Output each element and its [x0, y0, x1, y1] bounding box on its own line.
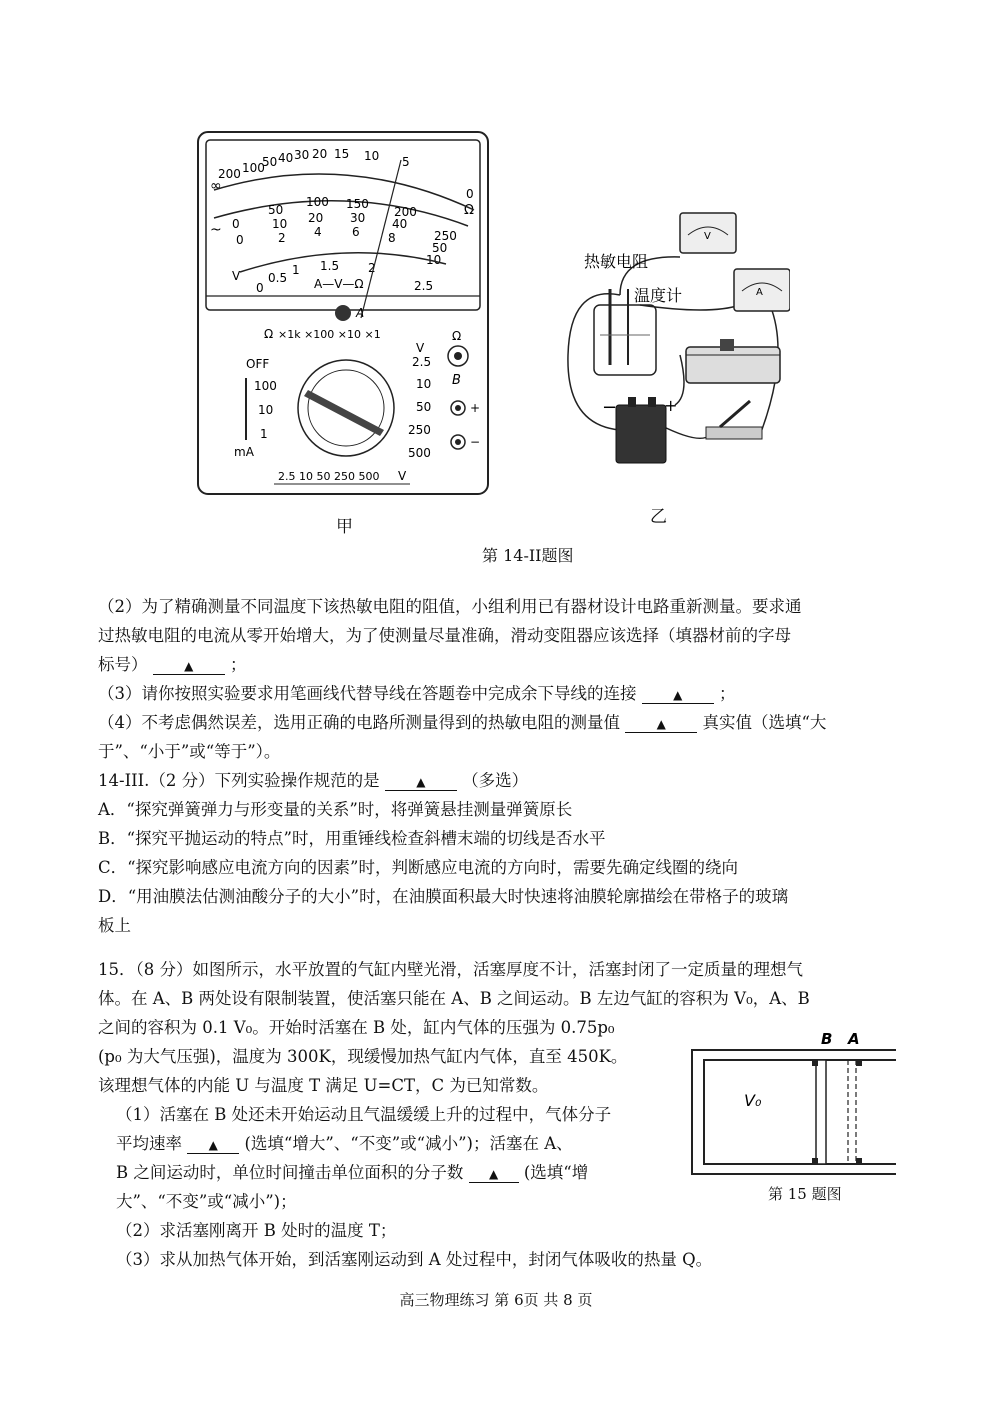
switch: [706, 401, 762, 439]
scale-tick: 2.5: [414, 279, 434, 293]
p4-line1: [98, 708, 898, 737]
v-unit-right: V: [416, 341, 425, 355]
scale-tick: 250: [434, 229, 457, 243]
v-ranges-bottom: 2.5 10 50 250 500: [278, 470, 380, 483]
v-range: 50: [416, 400, 432, 414]
zero-adjust-knob[interactable]: [335, 305, 351, 321]
p2-line3-post: ；: [230, 655, 247, 674]
answer-blank: ▲: [625, 716, 697, 733]
voltmeter-label: V: [704, 231, 711, 242]
figure-label-yi: 乙: [650, 507, 667, 527]
p4-line2: 于”、“小于”或“等于”）。: [98, 742, 281, 761]
range-selector-dial[interactable]: [298, 360, 394, 456]
scale-tick: 40: [392, 217, 408, 231]
option-b: B．“探究平抛运动的特点”时，用重锤线检查斜槽末端的切线是否水平: [98, 829, 606, 848]
rheostat: [686, 339, 780, 383]
scale-tick: 30: [350, 211, 366, 225]
ohm-symbol-b: Ω: [452, 329, 462, 343]
minus-sign: −: [470, 435, 481, 449]
v-range: 500: [408, 446, 431, 460]
ohm-range-label: ×1k ×100 ×10 ×1: [278, 328, 381, 341]
q15-line5: 该理想气体的内能 U 与温度 T 满足 U=CT，C 为已知常数。: [98, 1076, 549, 1095]
option-c: C．“探究影响感应电流方向的因素”时，判断感应电流的方向时，需要先确定线圈的绕向: [98, 858, 738, 877]
ohm-tick: 200: [218, 167, 241, 181]
p4-pre: （4）不考虑偶然误差，选用正确的电路所测量得到的热敏电阻的测量值: [98, 713, 620, 732]
q14-3-stem-post: （多选）: [462, 771, 529, 790]
scale-tick: 50: [268, 203, 284, 217]
ohm-symbol: Ω: [464, 203, 474, 218]
answer-blank: ▲: [642, 687, 714, 704]
option-a: A．“探究弹簧弹力与形变量的关系”时，将弹簧悬挂测量弹簧原长: [98, 800, 573, 819]
thermistor-label: 热敏电阻: [584, 252, 649, 271]
scale-tick: 0: [256, 281, 264, 295]
v-label: V: [232, 269, 241, 283]
label-v0: V₀: [744, 1091, 762, 1110]
scale-tick: 150: [346, 197, 369, 211]
scale-tick: 10: [272, 217, 288, 231]
answer-blank: ▲: [153, 658, 225, 675]
selector-pointer: [304, 390, 384, 436]
figure-label-jia: 甲: [336, 517, 353, 537]
scale-tick: 2: [278, 231, 286, 245]
q14-2-block: [98, 592, 898, 940]
q15-sub1-l2-pre: 平均速率: [116, 1134, 182, 1153]
ohm-tick: 20: [312, 147, 328, 161]
figure-15-caption: 第 15 题图: [768, 1185, 842, 1203]
cylinder-figure: [690, 1028, 898, 1176]
p2-line2: 过热敏电阻的电流从零开始增大，为了使测量尽量准确，滑动变阻器应该选择（填器材前的字母: [98, 626, 791, 645]
scale-tick: 10: [426, 253, 442, 267]
q15-sub3: （3）求从加热气体开始，到活塞刚运动到 A 处过程中，封闭气体吸收的热量 Q。: [116, 1250, 713, 1269]
scale-tick: 200: [394, 205, 417, 219]
q15-sub1-l2-post: (选填“增大”、“不变”或“减小”)；活塞在 A、: [244, 1134, 573, 1153]
scale-tick: 2: [368, 261, 376, 275]
ohm-tick: 50: [262, 155, 278, 169]
v-unit-bottom: V: [398, 469, 407, 483]
q15-sub1-l3-pre: B 之间运动时，单位时间撞击单位面积的分子数: [116, 1163, 464, 1182]
p2-line3-pre: 标号）: [98, 655, 148, 674]
ma-range: 10: [258, 403, 274, 417]
q15-line2: 体。在 A、B 两处设有限制装置，使活塞只能在 A、B 之间运动。B 左边气缸的容积为 V₀，A、B: [98, 989, 810, 1008]
scale-tick: 4: [314, 225, 322, 239]
scale-tick: 100: [306, 195, 329, 209]
circuit-figure: [560, 205, 790, 470]
thermometer-label: 温度计: [634, 286, 683, 305]
scale-tick: 0.5: [268, 271, 288, 285]
q15-sub1-l3-post: (选填“增: [523, 1163, 589, 1182]
voltmeter: [680, 213, 736, 253]
ohm-scale: [210, 147, 474, 218]
q15-line3: 之间的容积为 0.1 V₀。开始时活塞在 B 处，缸内气体的压强为 0.75p₀: [98, 1018, 615, 1037]
scale-tick: 50: [432, 241, 448, 255]
ma-unit: mA: [234, 445, 254, 459]
v-range: 10: [416, 377, 432, 391]
ohm-tick: 40: [278, 151, 294, 165]
answer-blank: ▲: [385, 774, 457, 791]
ma-range: 1: [260, 427, 268, 441]
ac-symbol: ~: [210, 222, 222, 238]
ammeter-label: A: [756, 287, 763, 298]
off-label: OFF: [246, 357, 270, 371]
p4-post: 真实值（选填“大: [702, 713, 827, 732]
infinity-symbol: ∞: [210, 178, 222, 194]
battery-minus: −: [602, 397, 618, 418]
p2-line3: [98, 650, 898, 679]
multimeter-figure: [196, 130, 490, 496]
label-a: A: [848, 1030, 860, 1048]
answer-blank: ▲: [187, 1137, 239, 1154]
q15-sub1-l1: （1）活塞在 B 处还未开始运动且气温缓缓上升的过程中，气体分子: [116, 1105, 612, 1124]
option-d: D．“用油膜法估测油酸分子的大小”时，在油膜面积最大时快速将油膜轮廓描绘在带格子的玻璃: [98, 887, 789, 906]
q15-sub2: （2）求活塞刚离开 B 处时的温度 T；: [116, 1221, 397, 1240]
scale-tick: 0: [236, 233, 244, 247]
scale-tick: 6: [352, 225, 360, 239]
option-d-cont: 板上: [98, 916, 131, 935]
b-label: B: [452, 373, 461, 388]
battery-plus: +: [664, 396, 678, 415]
label-b: B: [821, 1030, 833, 1048]
p3-pre: （3）请你按照实验要求用笔画线代替导线在答题卷中完成余下导线的连接: [98, 684, 637, 703]
q14-3-stem: [98, 766, 898, 795]
p3-post: ；: [719, 684, 736, 703]
piston: [816, 1060, 826, 1164]
v-range: 2.5: [412, 355, 432, 369]
scale-tick: 8: [388, 231, 396, 245]
ohm-tick: 15: [334, 147, 350, 161]
scale-tick: 1: [292, 263, 300, 277]
q15-sub1-l4: 大”、“不变”或“减小”)；: [116, 1192, 297, 1211]
ohm-symbol-small: Ω: [264, 327, 274, 341]
v-range: 250: [408, 423, 431, 437]
q14-3-stem-pre: 14-III.（2 分）下列实验操作规范的是: [98, 771, 380, 790]
ohm-tick: 30: [294, 148, 310, 162]
scale-tick: 0: [232, 217, 240, 231]
page-footer: 高三物理练习 第 6页 共 8 页: [399, 1291, 593, 1309]
ohm-tick: 0: [466, 187, 474, 201]
ohm-tick: 100: [242, 161, 265, 175]
q15-line4: (p₀ 为大气压强)，温度为 300K，现缓慢加热气缸内气体，直至 450K。: [98, 1047, 628, 1066]
plus-sign: +: [470, 401, 481, 415]
ammeter: [734, 269, 790, 311]
p3-line: [98, 679, 898, 708]
q15-line1: 15．（8 分）如图所示，水平放置的气缸内壁光滑，活塞厚度不计，活塞封闭了一定质量的理想气: [98, 960, 803, 979]
center-label: A—V—Ω: [314, 277, 364, 291]
ohm-tick: 5: [402, 155, 410, 169]
knob-label: A: [356, 306, 365, 320]
scale-tick: 1.5: [320, 259, 340, 273]
scale-tick: 20: [308, 211, 324, 225]
figure-14-caption: 第 14-II题图: [482, 546, 574, 565]
ma-range: 100: [254, 379, 277, 393]
ohm-tick: 10: [364, 149, 380, 163]
p2-line1: （2）为了精确测量不同温度下该热敏电阻的阻值，小组利用已有器材设计电路重新测量。要求通: [98, 597, 802, 616]
answer-blank: ▲: [469, 1166, 519, 1183]
v-ranges-right: [408, 355, 431, 460]
